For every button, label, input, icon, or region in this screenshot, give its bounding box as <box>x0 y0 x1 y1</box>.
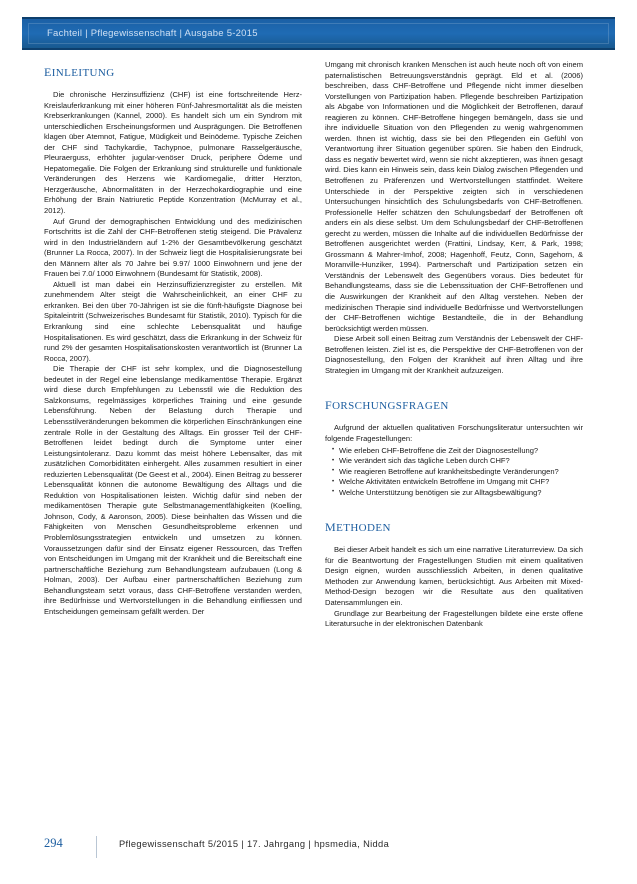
page-header-band <box>22 17 615 50</box>
list-item: • Wie erleben CHF-Betroffene die Zeit der Diagnosestellung? <box>333 446 583 457</box>
heading-methoden: methoden <box>325 515 391 536</box>
list-item: • Welche Aktivitäten entwickeln Betroffene im Umgang mit CHF? <box>333 477 583 488</box>
paragraph: Die chronische Herzinsuffizienz (CHF) ist eine fortschreitende Herz-Kreislauferkrankung mit einer höheren Fünf-Jahresmortalität als die meisten Krebserkrankungen (Kannel, 2000). Es handelt sich um ein Syndrom mit unterschiedlichen Erscheinungsformen und Ausprägungen. Die Betroffenen klagen über Atemnot, Fatigue, Müdigkeit und Beinödeme. Typische Zeichen der CHF sind Tachykardie, Tachypnoe, pulmonare Rasselgeräusche, Pleuraerguss, erhöhter jugular-venöser Druck, periphere Ödeme und Hepatomegalie. Die Folgen der Erkrankung sind strukturelle und funktionale Veränderungen des Herzens wie Kardiomegalie, dritter Herzton, Herzgeräusche, Abnormalitäten in der Herzechokardiographie und eine Erhöhung der Brain Natriuretic Peptide Konzentration (McMurray et al., 2012). <box>44 90 302 216</box>
forschungsfragen-intro: Aufgrund der aktuellen qualitativen Forschungsliteratur untersuchten wir folgende Fragestellungen: <box>325 423 583 443</box>
list-item: • Wie verändert sich das tägliche Leben durch CHF? <box>333 456 583 467</box>
footer-divider <box>96 836 97 858</box>
column-left <box>44 60 302 820</box>
page-footer <box>44 836 604 858</box>
heading-einleitung: einleitung <box>44 60 115 80</box>
page-number: 294 <box>44 836 63 850</box>
paragraph: Bei dieser Arbeit handelt es sich um eine narrative Literaturreview. Da sich für die Beantwortung der Fragestellungen Studien mit einem qualitativen Design eignen, wurden ausschliesslich Arbeiten, in denen qualitative Methoden zur Anwendung kamen, berücksichtigt. Aus Arbeiten mit Mixed-Method-Design bezogen wir die Resultate aus den qualitativen Datensammlungen ein. <box>325 545 583 607</box>
list-item: • Wie reagieren Betroffene auf krankheitsbedingte Veränderungen? <box>333 467 583 478</box>
paragraph: Umgang mit chronisch kranken Menschen ist auch heute noch oft von einem paternalistischen Betreuungsverständnis geprägt. Eld et al. (2006) beschreiben, dass CHF-Betroffene und Pflegende nicht immer dieselben Vorstellungen von Partizipation haben. Pflegende beschreiben Partizipation als Abgabe von Informationen und die Möglichkeit der Betroffenen, darauf reagieren zu können. CHF-Betroffene hingegen bemängeln, dass sie und ihre individuelle Situation von den Pflegenden zu wenig wahrgenommen werden. Ihnen ist wichtig, dass sie bei den Pflegenden ein Gefühl von Verantwortung ihrer Situation gegenüber spüren. Sie haben den Eindruck, dass es negativ bewertet wird, wenn sie nicht akzeptieren, was ihnen gesagt wird. Dies kann ein Hinweis sein, dass kein Dialog zwischen Pflegenden und Betroffenen zu Präferenzen und Wertvorstellungen stattfindet. Weitere Unterschiede in der Perspektive zeigten sich in verschiedenen Untersuchungen hinsichtlich des Schulungsbedarfs von CHF-Betroffenen. Professionelle Helfer schätzen den Schulungsbedarf der Betroffenen oft anders ein als diese selbst. Um dem Schulungsbedarf der CHF-Betroffenen gerecht zu werden, müssen die Inhalte auf die individuellen Bedürfnisse der Betroffenen ausgerichtet werden (Frattini, Lindsay, Kerr, & Park, 1998; Grossmann & Mahrer-Imhof, 2008; Hagenhoff, Feutz, Conn, Sagehorn, & Moranville-Hunziker, 1994). Partnerschaft und Partizipation setzen ein Verständnis der Lebenswelt des Gegenübers voraus. Dies bedeutet für Behandlungsteams, dass sie die Lebenssituation der CHF-Betroffenen und die Auswirkungen der Krankheit auf den Alltag verstehen. Neben der medizinischen Therapie sind individuelle Bedürfnisse und Wertvorstellungen der CHF-Betroffenen wichtige Bestandteile, die in der Behandlung berücksichtigt werden müssen. <box>325 60 583 333</box>
column-right <box>325 60 583 820</box>
paragraph: Diese Arbeit soll einen Beitrag zum Verständnis der Lebenswelt der CHF-Betroffenen leisten. Ziel ist es, die Perspektive der CHF-Betroffenen von der Diagnosestellung, den Folgen der Krankheit auf ihren Alltag und ihre Strategien im Umgang mit der Krankheit aufzuzeigen. <box>325 334 583 375</box>
paragraph: Die Therapie der CHF ist sehr komplex, und die Diagnosestellung bedeutet in der Regel eine lebenslange medikamentöse Therapie. Ergänzt wird diese durch Empfehlungen zu Lebensstil wie die Reduktion des Salzkonsums, regelmässiges körperliches Training und eine gesunde Lebensführung. Neben der Belastung durch Therapie und Lebensstilveränderungen bekommen die körperlichen Einschränkungen eine zentrale Rolle in der Gestaltung des Alltags. Ein grosser Teil der CHF-Betroffenen leidet bedingt durch die Symptome unter einer Leistungsintoleranz. Dazu kommt das meist höhere Lebensalter, das mit zusätzlichen Comorbiditäten einhergeht. Alles zusammen resultiert in einer reduzierten Lebensqualität (De Geest et al., 2004). Einen Beitrag zu besserer Lebensqualität können die autonome Bewältigung des Alltags und die Reduktion von Hospitalisationen leisten. Wichtig dafür sind neben der medikamentösen Therapie gute Selbstmanagementfähigkeiten (Koelling, Johnson, Cody, & Aaronson, 2005). Diese beinhalten das Wissen und die Fähigkeiten von Menschen Gesundheitsprobleme erkennen und Problemlösungsstrategien entwickeln und umsetzen zu können. Voraussetzungen dafür sind der Einsatz eigener Ressourcen, das Treffen von Entscheidungen im Umgang mit der Krankheit und die Bereitschaft eine partnerschaftliche Beziehung zum Behandlungsteam aufzubauen (Long & Holman, 2003). Der Aufbau einer partnerschaftlichen Beziehung zum Behandlungsteam setzt voraus, dass CHF-Betroffene verstanden werden, ihre Bedürfnisse und Wertvorstellungen in die Behandlung einfliessen und Entscheidungen gemeinsam gefällt werden. Der <box>44 364 302 616</box>
heading-forschungsfragen: forschungsfragen <box>325 393 449 414</box>
article-body <box>44 60 594 820</box>
paragraph: Aktuell ist man dabei ein Herzinsuffizienzregister zu erstellen. Mit zunehmendem Alter steigt die Wahrscheinlichkeit, an einer CHF zu erkranken. Bei den über 70-Jährigen ist sie die fünft-häufigste Diagnose bei Spitaleintritt (Schweizerisches Bundesamt für Statistik, 2010). Typisch für die Erkrankung sind eine schlechte Lebensqualität und häufige Hospitalisationen. Es wird geschätzt, dass die Erkrankung in der Schweiz für rund 2% der gesamten Hospitalisationskosten verantwortlich ist (Brunner La Rocca, 2007). <box>44 279 302 363</box>
research-questions-list <box>325 446 583 499</box>
list-item: • Welche Unterstützung benötigen sie zur Alltagsbewältigung? <box>333 488 583 499</box>
footer-imprint: Pflegewissenschaft 5/2015 | 17. Jahrgang | hpsmedia, Nidda <box>119 839 390 849</box>
paragraph: Auf Grund der demographischen Entwicklung und des medizinischen Fortschritts ist die Zahl der CHF-Betroffenen stetig steigend. Die Prävalenz wird in den Industrieländern auf 1-2% der Gesamtbevölkerung geschätzt (Brunner La Rocca, 2007). In der Schweiz liegt die Hospitalisierungsrate bei den Männern älter als 70 Jahre bei 9.97/ 1000 Einwohnern und jene der Frauen bei 7.0/ 1000 Einwohnern (Bundesamt für Statistik, 2008). <box>44 216 302 279</box>
paragraph: Grundlage zur Bearbeitung der Fragestellungen bildete eine erste offene Literatursuche in der elektronischen Datenbank <box>325 608 583 629</box>
breadcrumb: Fachteil | Pflegewissenschaft | Ausgabe 5-2015 <box>47 28 258 39</box>
